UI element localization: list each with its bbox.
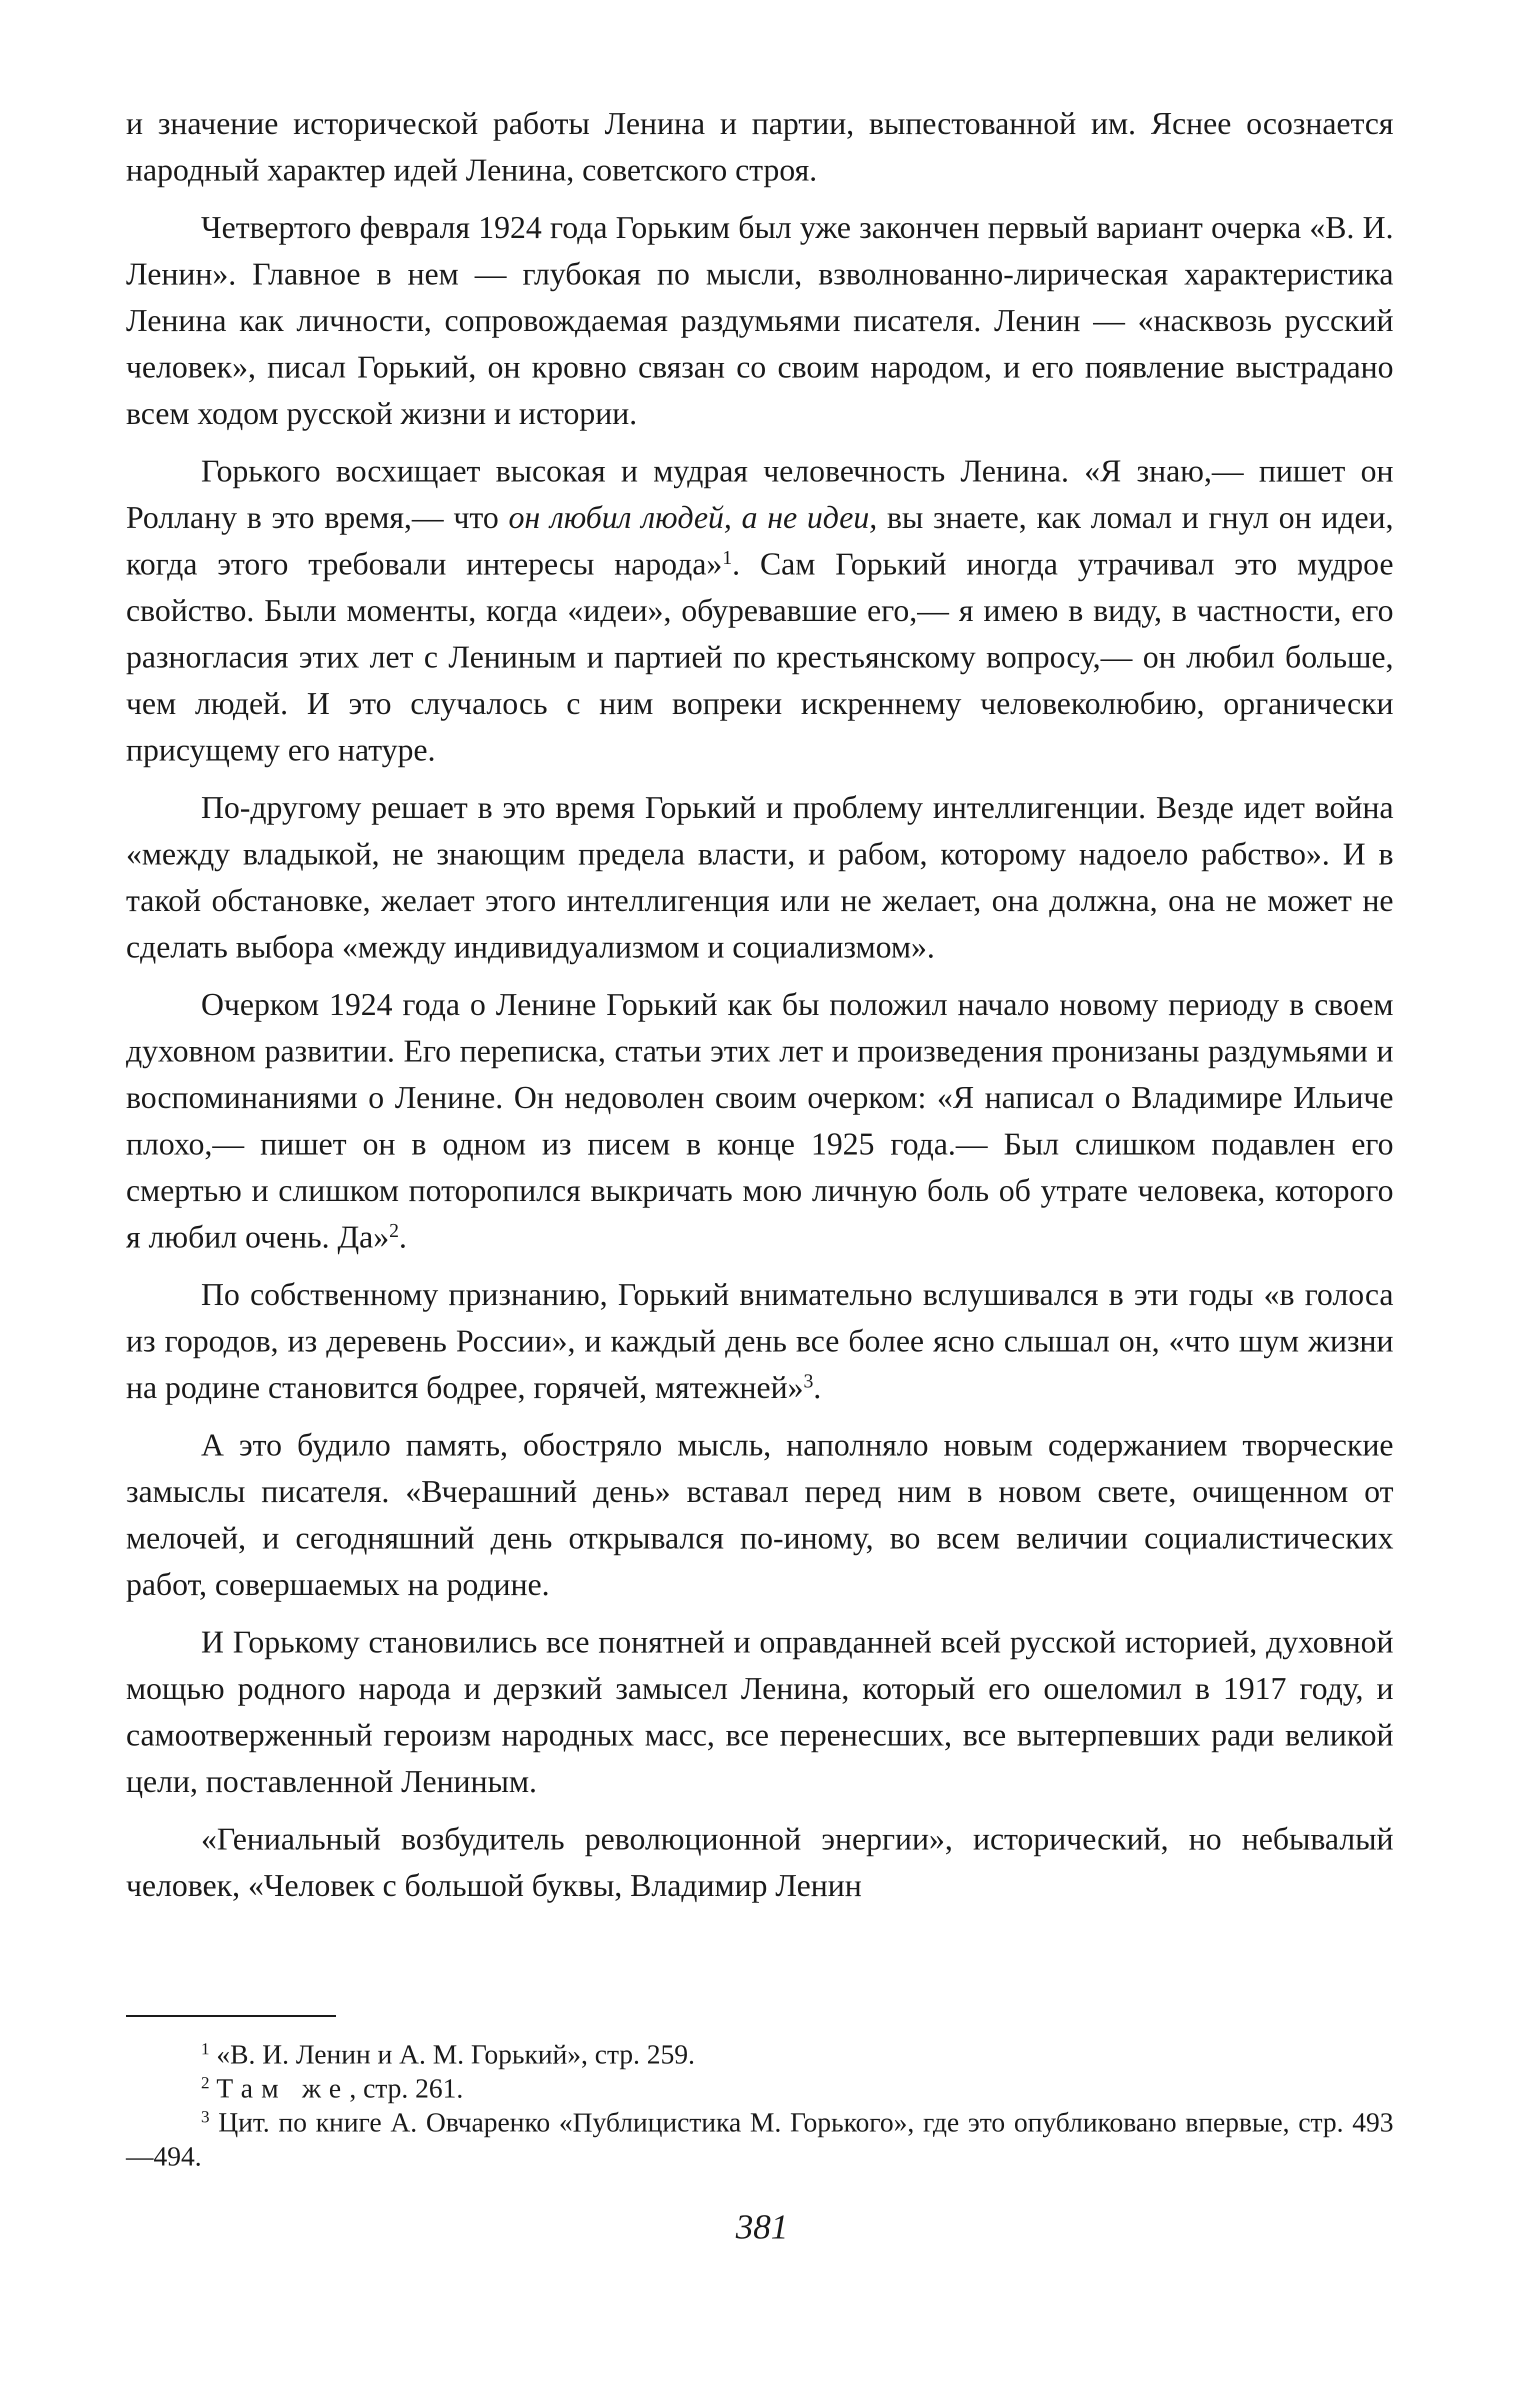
paragraph (126, 100, 1394, 193)
paragraph-text: . (813, 1370, 822, 1405)
paragraph (126, 1271, 1394, 1410)
paragraph-text: . (398, 1219, 407, 1254)
footnote-ref: 1 (722, 546, 732, 568)
page-body (126, 100, 1394, 1920)
page-number: 381 (736, 2208, 788, 2246)
paragraph (126, 981, 1394, 1260)
footnote-text: «В. И. Ленин и А. М. Горький», стр. 259. (210, 2039, 695, 2070)
paragraph (126, 448, 1394, 773)
paragraph-text: Четвертого февраля 1924 года Горьким был уже закончен первый вариант очерка «В. И. Ленин». Главное в нем — глубокая по мысли, взволнованно-лирическая характеристика Ленина как личности, сопровождаемая раздумьями писателя. Ленин — «насквозь русский человек», писал Горький, он кровно связан со своим народом, и его появление выстрадано всем ходом русской жизни и истории. (126, 210, 1394, 431)
footnote-text: , стр. 261. (349, 2073, 464, 2104)
footnote (126, 2106, 1394, 2174)
footnote-number: 3 (201, 2108, 210, 2126)
paragraph-text: . Сам Горький иногда утрачивал это мудрое свойство. Были моменты, когда «идеи», обуревавшие его,— я имею в виду, в частности, его разногласия этих лет с Лениным и партией по крестьянскому вопросу,— он любил больше, чем людей. И это случалось с ним вопреки искреннему человеколюбию, органически присущему его натуре. (126, 546, 1394, 768)
paragraph-text: И Горькому становились все понятней и оправданней всей русской историей, духовной мощью родного народа и дерзкий замысел Ленина, который его ошеломил в 1917 году, и самоотверженный героизм народных масс, все перенесших, все вытерпевших ради великой цели, поставленной Лениным. (126, 1624, 1394, 1799)
footnote-number: 1 (201, 2040, 210, 2058)
paragraph-text: вы знаете, как ломал и гнул он идеи, когда этого требовали интересы народа» (126, 500, 1394, 582)
paragraph-text: По-другому решает в это время Горький и проблему интеллигенции. Везде идет война «между владыкой, не знающим предела власти, и рабом, которому надоело рабство». И в такой обстановке, желает этого интеллигенция или не желает, она должна, она не может не сделать выбора «между индивидуализмом и социализмом». (126, 790, 1394, 964)
paragraph-text: Горького восхищает высокая и мудрая человечность Ленина. «Я знаю,— пишет он Роллану в это время,— что (126, 453, 1394, 535)
footnote-ref: 2 (389, 1219, 399, 1242)
paragraph (126, 1618, 1394, 1804)
paragraph (126, 784, 1394, 970)
footnote (126, 2072, 1394, 2106)
paragraph-text: По собственному признанию, Горький внимательно вслушивался в эти годы «в голоса из городов, из деревень России», и каждый день все более ясно слышал он, «что шум жизни на родине становится бодрее, горячей, мятежней» (126, 1276, 1394, 1405)
footnote-ref: 3 (803, 1370, 814, 1392)
emphasis-text: он любил людей, а не идеи, (508, 500, 878, 535)
paragraph-text: «Гениальный возбудитель революционной энергии», исторический, но небывалый человек, «Человек с большой буквы, Владимир Ленин (126, 1821, 1394, 1903)
paragraph-text: Очерком 1924 года о Ленине Горький как бы положил начало новому периоду в своем духовном развитии. Его переписка, статьи этих лет и произведения пронизаны раздумьями и воспоминаниями о Ленине. Он недоволен своим очерком: «Я написал о Владимире Ильиче плохо,— пишет он в одном из писем в конце 1925 года.— Был слишком подавлен его смертью и слишком поторопился выкричать мою личную боль об утрате человека, которого я любил очень. Да» (126, 986, 1394, 1254)
paragraph (126, 1422, 1394, 1608)
paragraph (126, 1816, 1394, 1908)
footnote-ibid: Там же (216, 2073, 350, 2104)
footnote-divider (126, 2015, 336, 2017)
footnote-number: 2 (201, 2074, 210, 2092)
paragraph-text: и значение исторической работы Ленина и партии, выпестованной им. Яснее осознается народный характер идей Ленина, советского строя. (126, 106, 1394, 188)
paragraph-text: А это будило память, обостряло мысль, наполняло новым содержанием творческие замыслы писателя. «Вчерашний день» вставал перед ним в новом свете, очищенном от мелочей, и сегодняшний день открывался по-иному, во всем величии социалистических работ, совершаемых на родине. (126, 1427, 1394, 1602)
footnotes (126, 2038, 1394, 2174)
footnote-text: Цит. по книге А. Овчаренко «Публицистика М. Горького», где это опубликовано впервые, стр. 493—494. (126, 2107, 1394, 2172)
paragraph (126, 204, 1394, 436)
footnote (126, 2038, 1394, 2072)
